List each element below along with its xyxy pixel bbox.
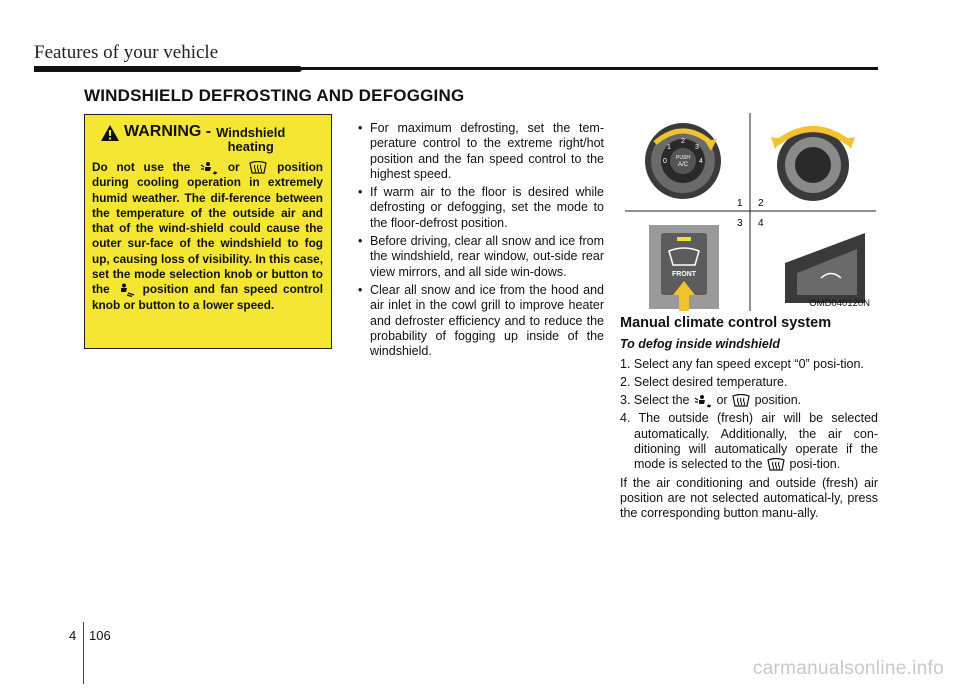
floor-defrost-icon (693, 394, 713, 408)
windshield-defrost-icon (248, 161, 268, 175)
step-4 (620, 411, 878, 472)
warning-text-a: Do not use the (92, 160, 191, 174)
front-button-label: FRONT (671, 271, 697, 278)
dial-number: 2 (681, 138, 685, 145)
tip-item: • Before driving, clear all snow and ice from the windshield, rear window, out-side rear view mirrors, and all side win-dows. (356, 234, 604, 280)
knob-label-push: PUSH (676, 155, 690, 161)
section-title: WINDSHIELD DEFROSTING AND DEFOGGING (84, 86, 465, 105)
step4-text-b: posi-tion. (789, 457, 841, 472)
manual-paragraph: If the air conditioning and outside (fresh) air position are not selected automatical-ly, press the corresponding button manu-ally. (620, 475, 878, 521)
warning-subject (216, 126, 285, 154)
step3-text-or: or (716, 393, 728, 408)
manual-heading: Manual climate control system (620, 315, 832, 331)
floor-mode-icon (115, 283, 137, 297)
tip-item: • If warm air to the floor is desired while defrosting or defogging, set the mode to the floor-defrost position. (356, 185, 604, 231)
dial-number: 0 (663, 158, 667, 165)
warning-body (92, 160, 323, 313)
air-intake-button (785, 233, 865, 303)
header-rule-accent (34, 66, 302, 72)
panel-label: 4 (758, 218, 764, 229)
tips-list (356, 121, 604, 359)
climate-control-illustration (625, 113, 876, 311)
manual-subheading: To defog inside windshield (620, 337, 780, 352)
temperature-knob (771, 129, 855, 201)
warning-word: WARNING - (124, 123, 212, 140)
illustration-svg (625, 113, 876, 311)
warning-text-b: position during cooling operation in extremely humid weather. The dif-ference between the temperature of the outside air and that of the wind-shield could cause the outer sur-face of the windshield to fog up, causing loss of visibility. In this case, set the mode selection knob or button to the (92, 160, 324, 297)
warning-subject-line2: heating (227, 139, 274, 154)
dial-number: 1 (667, 144, 671, 151)
step3-text-b: position. (754, 393, 802, 408)
warning-triangle-icon (100, 124, 120, 142)
tip-item: • For maximum defrosting, set the tem-perature control to the extreme right/hot position and the fan speed control to the highest speed. (356, 121, 604, 182)
warning-text-or: or (227, 160, 240, 174)
step3-text-a: 3. Select the (620, 393, 690, 408)
step-2: 2. Select desired temperature. (620, 374, 788, 389)
dial-number: 4 (699, 158, 703, 165)
front-defrost-button (649, 225, 719, 311)
chapter-number: 4 (69, 628, 77, 643)
page-divider (83, 622, 84, 684)
manual-climate-section (620, 316, 878, 522)
panel-label: 2 (758, 198, 764, 209)
warning-text-c: position and fan speed control knob or button to a lower speed. (92, 282, 324, 312)
knob-label-ac: A/C (677, 162, 689, 168)
warning-subject-line1: Windshield (216, 125, 286, 140)
tip-item: • Clear all snow and ice from the hood and air inlet in the cowl grill to improve heater and defroster efficiency and to reduce the probability of fogging up inside of the windshield. (356, 283, 604, 359)
panel-label: 1 (737, 198, 743, 209)
windshield-defrost-icon (731, 394, 751, 408)
defrost-tips (356, 121, 604, 362)
warning-box (84, 114, 332, 349)
watermark: carmanualsonline.info (752, 658, 944, 679)
step-3 (620, 393, 878, 408)
panel-label: 3 (737, 218, 743, 229)
step-1: 1. Select any fan speed except “0” posi-tion. (620, 356, 864, 371)
fan-speed-knob (645, 123, 721, 199)
floor-defrost-icon (199, 161, 219, 175)
header-title: Features of your vehicle (34, 42, 219, 63)
warning-header (100, 123, 323, 154)
dial-number: 3 (695, 144, 699, 151)
illustration-code: OMD040120N (809, 298, 870, 309)
page-number: 106 (89, 628, 111, 643)
step4-text-a: 4. The outside (fresh) air will be selected automatically. Additionally, the air con-ditioning will automatically operate if the mode is selected to the (620, 411, 878, 472)
windshield-defrost-icon (766, 458, 786, 472)
